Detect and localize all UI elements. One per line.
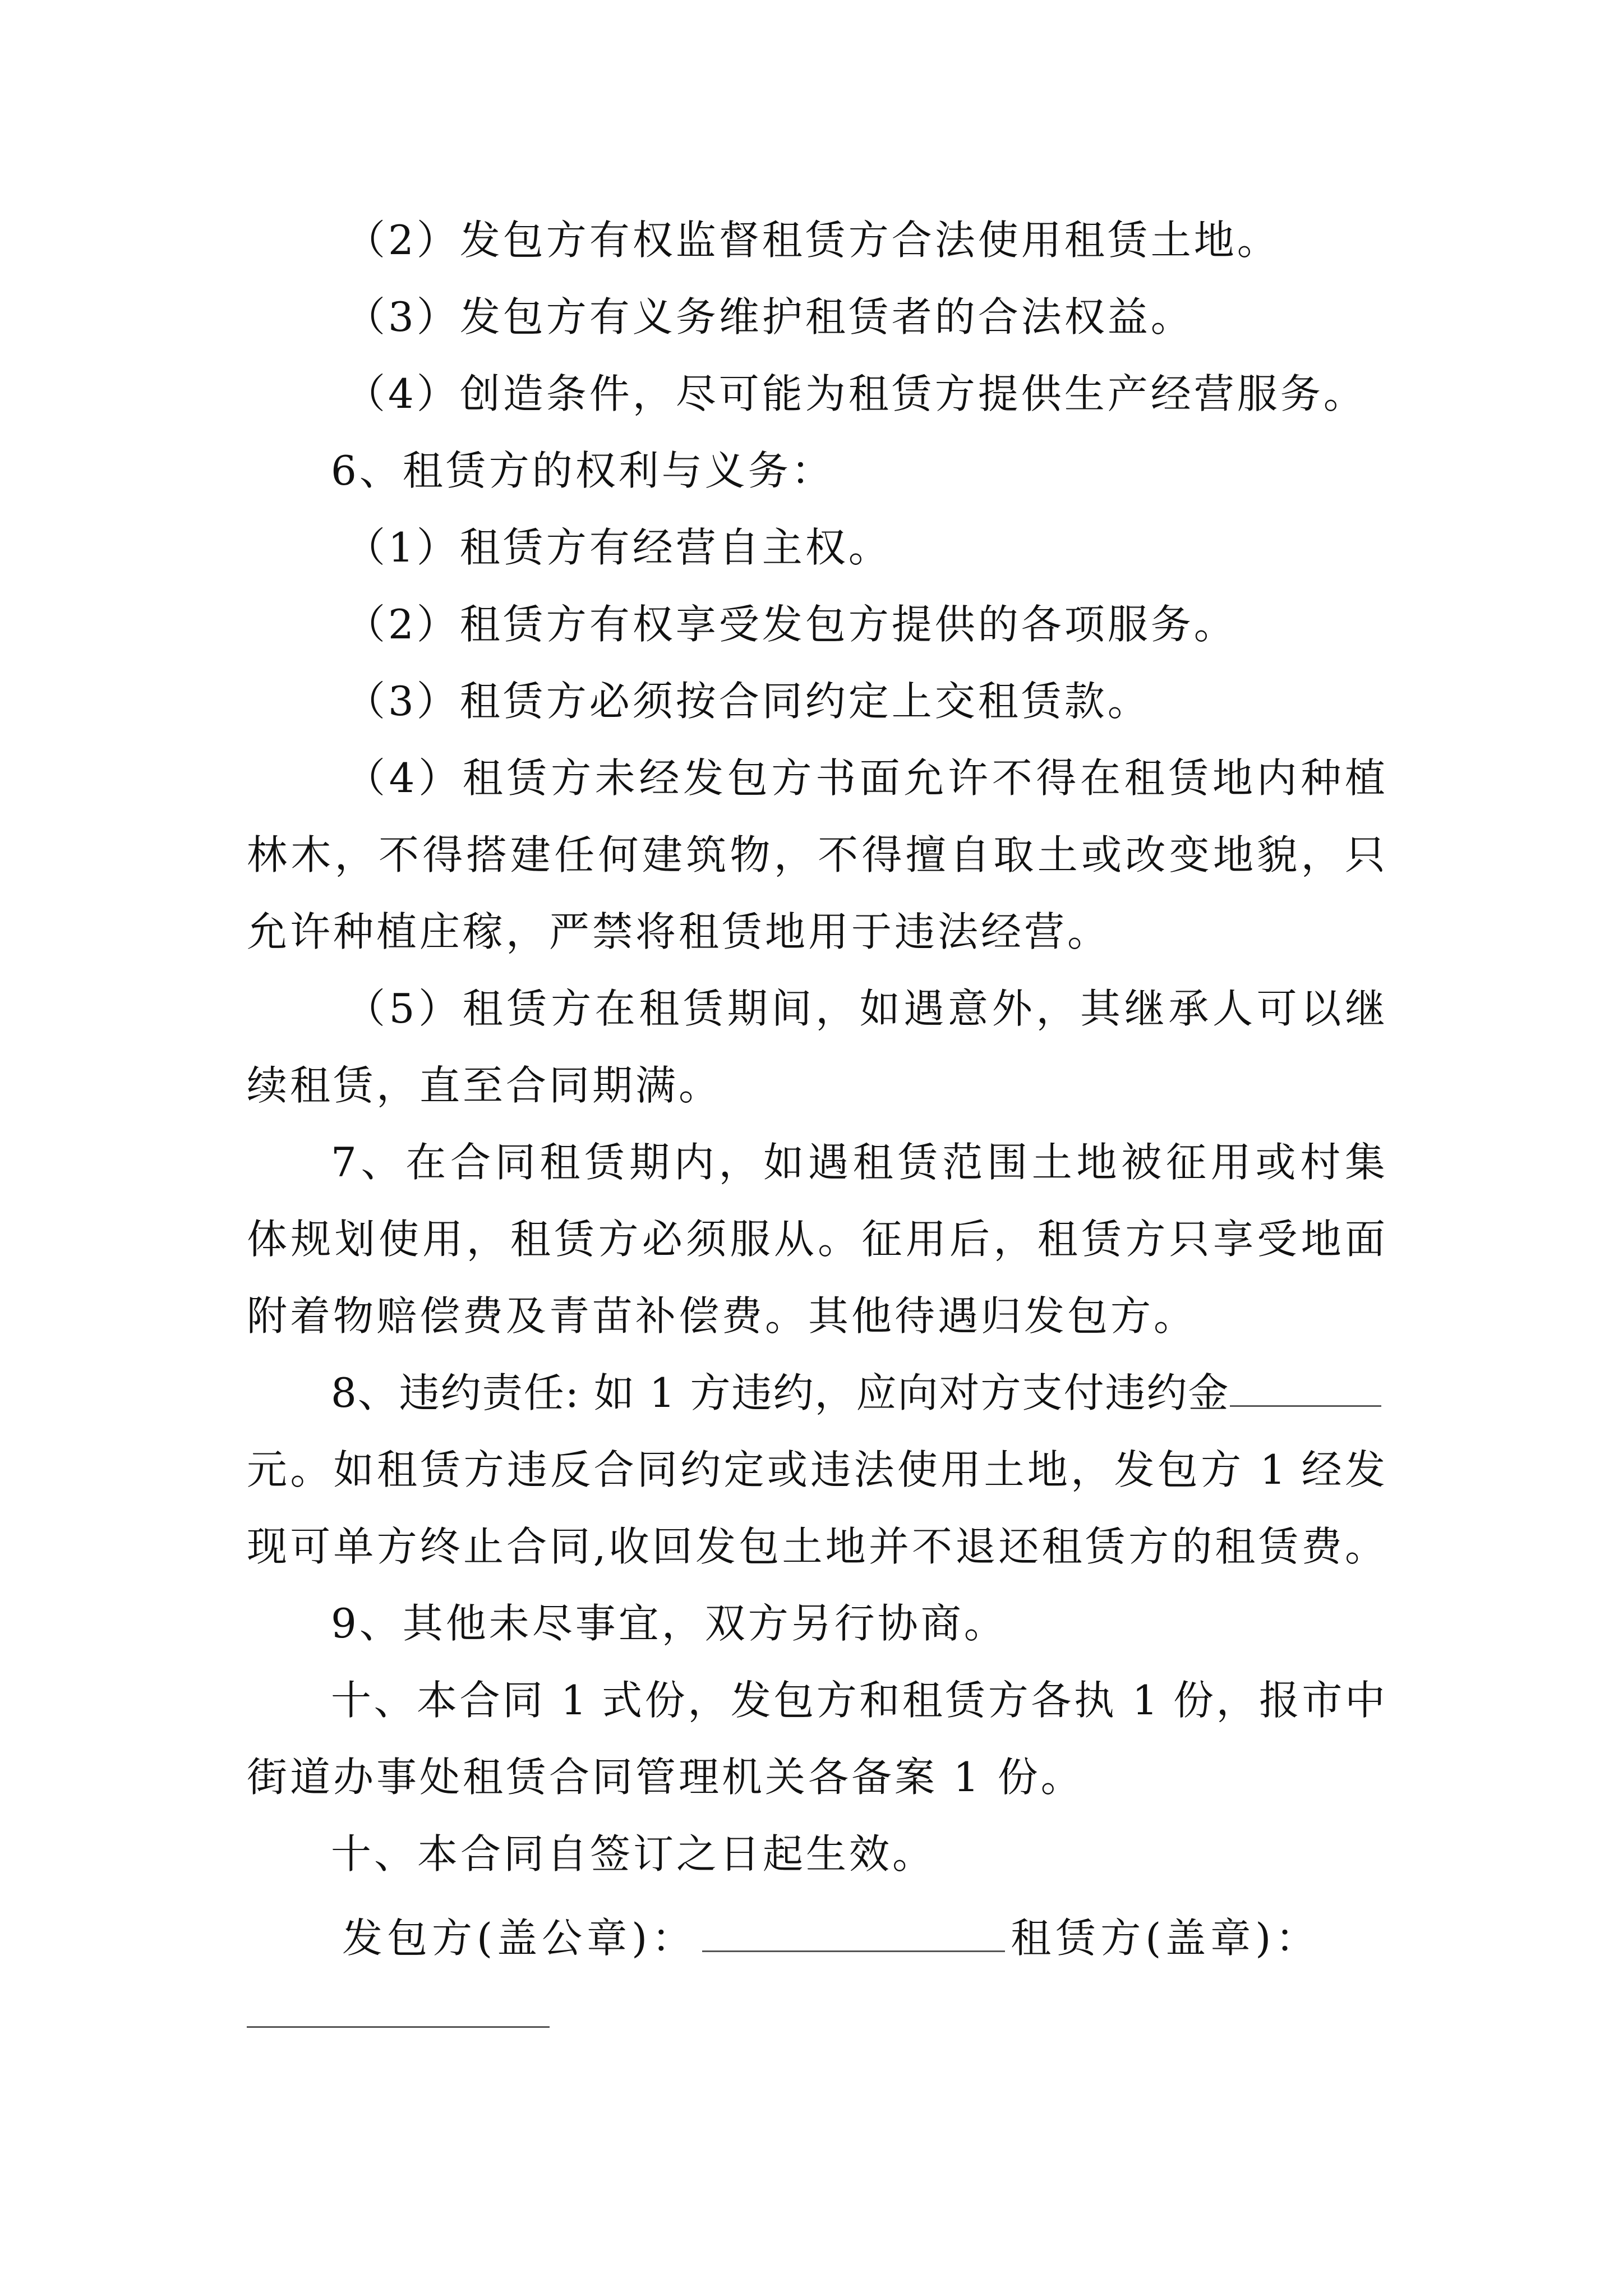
clause-8-text: 8、违约责任: 如 1 方违约，应向对方支付违约金	[331, 1369, 1230, 1416]
clause-6-item-3: （3）租赁方必须按合同约定上交租赁款。	[345, 678, 1151, 725]
clause-5-item-3: （3）发包方有义务维护租赁者的合法权益。	[345, 293, 1194, 341]
clause-6-item-2: （2）租赁方有权享受发包方提供的各项服务。	[345, 601, 1237, 648]
clause-6-heading: 6、租赁方的权利与义务：	[331, 447, 834, 494]
penalty-amount-blank	[1230, 1372, 1381, 1407]
clause-6-item-1: （1）租赁方有经营自主权。	[345, 524, 892, 571]
clause-7-line-1: 7、在合同租赁期内，如遇租赁范围土地被征用或村集	[331, 1139, 1385, 1186]
clause-8-line-2: 元。如租赁方违反合同约定或违法使用土地，发包方 1 经发	[247, 1446, 1385, 1493]
clause-6-item-5-line-2: 续租赁，直至合同期满。	[247, 1062, 722, 1109]
clause-5-item-2: （2）发包方有权监督租赁方合法使用租赁土地。	[345, 217, 1280, 264]
party-a-signature-blank	[702, 1917, 1005, 1952]
clause-7-line-2: 体规划使用，租赁方必须服从。征用后，租赁方只享受地面	[247, 1216, 1385, 1263]
clause-6-item-4-line-1: （4）租赁方未经发包方书面允许不得在租赁地内种植	[345, 754, 1385, 802]
clause-5-item-4: （4）创造条件，尽可能为租赁方提供生产经营服务。	[345, 370, 1367, 417]
signature-row	[342, 1910, 1408, 1966]
clause-10-line-2: 街道办事处租赁合同管理机关各备案 1 份。	[247, 1754, 1084, 1801]
party-b-signature-blank	[247, 2026, 550, 2028]
clause-6-item-4-line-3: 允许种植庄稼，严禁将租赁地用于违法经营。	[247, 908, 1111, 955]
clause-9: 9、其他未尽事宜，双方另行协商。	[331, 1600, 1007, 1647]
clause-7-line-3: 附着物赔偿费及青苗补偿费。其他待遇归发包方。	[247, 1292, 1197, 1340]
clause-6-item-5-line-1: （5）租赁方在租赁期间，如遇意外，其继承人可以继	[345, 985, 1385, 1032]
clause-10-line-1: 十、本合同 1 式份，发包方和租赁方各执 1 份，报市中	[331, 1677, 1385, 1724]
clause-11: 十、本合同自签订之日起生效。	[331, 1830, 936, 1878]
clause-8-line-1	[331, 1365, 1385, 1421]
party-b-label: 租赁方(盖章)：	[1011, 1915, 1321, 1962]
clause-6-item-4-line-2: 林木，不得搭建任何建筑物，不得擅自取土或改变地貌，只	[247, 831, 1385, 878]
clause-8-line-3: 现可单方终止合同,收回发包土地并不退还租赁方的租赁费。	[247, 1523, 1385, 1570]
party-a-label: 发包方(盖公章)：	[342, 1915, 697, 1962]
